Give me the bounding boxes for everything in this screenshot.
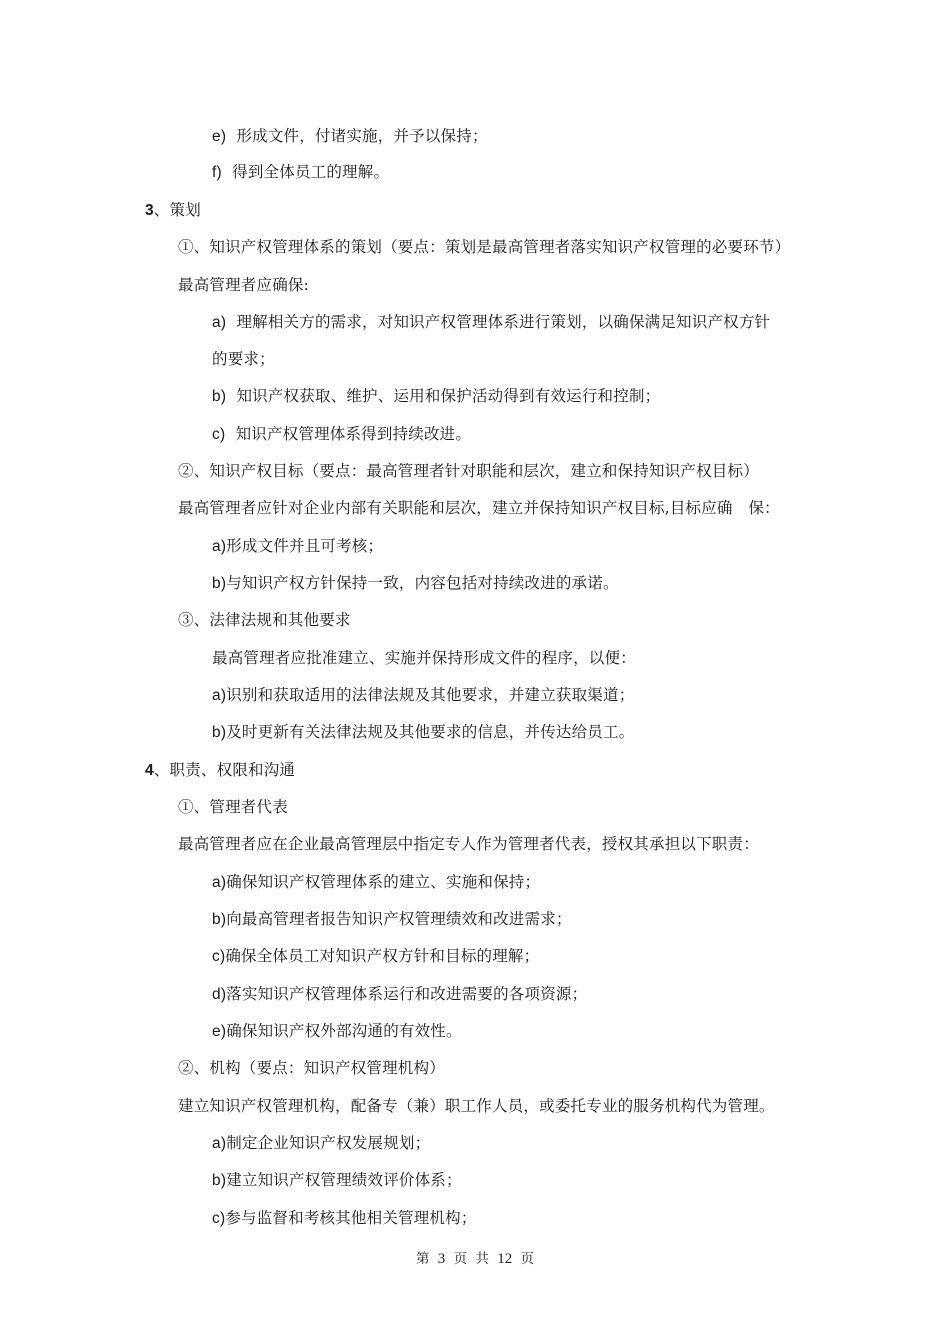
list-item (212, 984, 587, 1005)
list-item (212, 946, 539, 967)
item-text: 知识产权管理体系得到持续改进。 (235, 425, 472, 443)
footer-text: 第 (416, 1251, 430, 1267)
subheading-ip-objectives: ②、知识产权目标（要点：最高管理者针对职能和层次，建立和保持知识产权目标） (178, 462, 759, 480)
subheading-management-representative: ①、管理者代表 (178, 798, 288, 816)
item-label: b) (212, 911, 227, 928)
paragraph-text: 最高管理者应确保: (178, 276, 310, 294)
list-item (212, 1021, 462, 1042)
item-text: 确保知识产权管理体系的建立、实施和保持； (226, 873, 541, 891)
list-item (212, 312, 770, 333)
item-label: b) (212, 1172, 227, 1189)
section-heading-responsibilities (145, 760, 295, 781)
paragraph-text: 最高管理者应批准建立、实施并保持形成文件的程序，以便： (212, 649, 636, 667)
item-text: 得到全体员工的理解。 (232, 163, 390, 181)
item-f-employee-understanding (212, 162, 389, 183)
item-label: a) (212, 538, 227, 555)
item-text: 形成文件并且可考核； (226, 537, 384, 555)
section-number: 4 (145, 762, 154, 779)
item-text: 确保全体员工对知识产权方针和目标的理解； (225, 947, 540, 965)
paragraph-text: 建立知识产权管理机构，配备专（兼）职工作人员，或委托专业的服务机构代为管理。 (178, 1097, 775, 1115)
subheading-system-planning: ①、知识产权管理体系的策划（要点：策划是最高管理者落实知识产权管理的必要环节） (178, 238, 791, 256)
item-label: c) (212, 1210, 226, 1227)
item-label: a) (212, 314, 227, 331)
item-text: 制定企业知识产权发展规划； (226, 1134, 431, 1152)
list-item (212, 685, 634, 706)
section-number: 3 (145, 202, 154, 219)
item-text: 及时更新有关法律法规及其他要求的信息，并传达给员工。 (226, 723, 635, 741)
item-label: a) (212, 1135, 227, 1152)
section-title: 、策划 (153, 201, 201, 219)
subheading-organization: ②、机构（要点：知识产权管理机构） (178, 1059, 445, 1077)
item-label: c) (212, 948, 226, 965)
item-label: b) (212, 575, 227, 592)
list-item (212, 573, 619, 594)
item-e-form-documents (212, 126, 488, 147)
item-text: 形成文件，付诸实施，并予以保持； (236, 127, 488, 145)
list-item (212, 1170, 462, 1191)
section-title: 、职责、权限和沟通 (153, 761, 296, 779)
total-pages-number: 12 (497, 1251, 513, 1267)
paragraph-text: 最高管理者应在企业最高管理层中指定专人作为管理者代表，授权其承担以下职责： (178, 835, 759, 853)
item-text: 确保知识产权外部沟通的有效性。 (226, 1022, 462, 1040)
list-item (212, 386, 660, 407)
item-text: 向最高管理者报告知识产权管理绩效和改进需求； (226, 910, 572, 928)
page-footer (0, 1249, 950, 1269)
item-text: 识别和获取适用的法律法规及其他要求，并建立获取渠道； (226, 686, 635, 704)
paragraph-text: 最高管理者应针对企业内部有关职能和层次，建立并保持知识产权目标,目标应确 保： (178, 499, 780, 517)
list-item (212, 536, 383, 557)
list-item (212, 1133, 430, 1154)
list-item (212, 722, 634, 743)
item-label: f) (212, 164, 222, 181)
subheading-laws-regulations: ③、法律法规和其他要求 (178, 611, 351, 629)
footer-text: 页 (453, 1251, 468, 1267)
item-label: e) (212, 128, 227, 145)
list-item (212, 424, 471, 445)
list-item (212, 872, 540, 893)
item-text: 落实知识产权管理体系运行和改进需要的各项资源； (226, 985, 588, 1003)
footer-text: 共 (475, 1251, 489, 1267)
item-label: c) (212, 426, 226, 443)
current-page-number: 3 (437, 1251, 446, 1267)
item-label: b) (212, 388, 227, 405)
item-label: d) (212, 986, 227, 1003)
item-text: 知识产权获取、维护、运用和保护活动得到有效运行和控制； (236, 387, 661, 405)
list-item-continuation: 的要求； (212, 350, 275, 368)
item-text: 理解相关方的需求，对知识产权管理体系进行策划，以确保满足知识产权方针 (236, 313, 771, 331)
item-label: a) (212, 687, 227, 704)
footer-text: 页 (520, 1251, 534, 1267)
item-text: 与知识产权方针保持一致，内容包括对持续改进的承诺。 (226, 574, 619, 592)
section-heading-planning (145, 200, 201, 221)
list-item (212, 909, 572, 930)
item-label: e) (212, 1023, 227, 1040)
item-label: b) (212, 724, 227, 741)
item-text: 参与监督和考核其他相关管理机构； (225, 1209, 477, 1227)
item-label: a) (212, 874, 227, 891)
list-item (212, 1208, 477, 1229)
item-text: 建立知识产权管理绩效评价体系； (226, 1171, 462, 1189)
